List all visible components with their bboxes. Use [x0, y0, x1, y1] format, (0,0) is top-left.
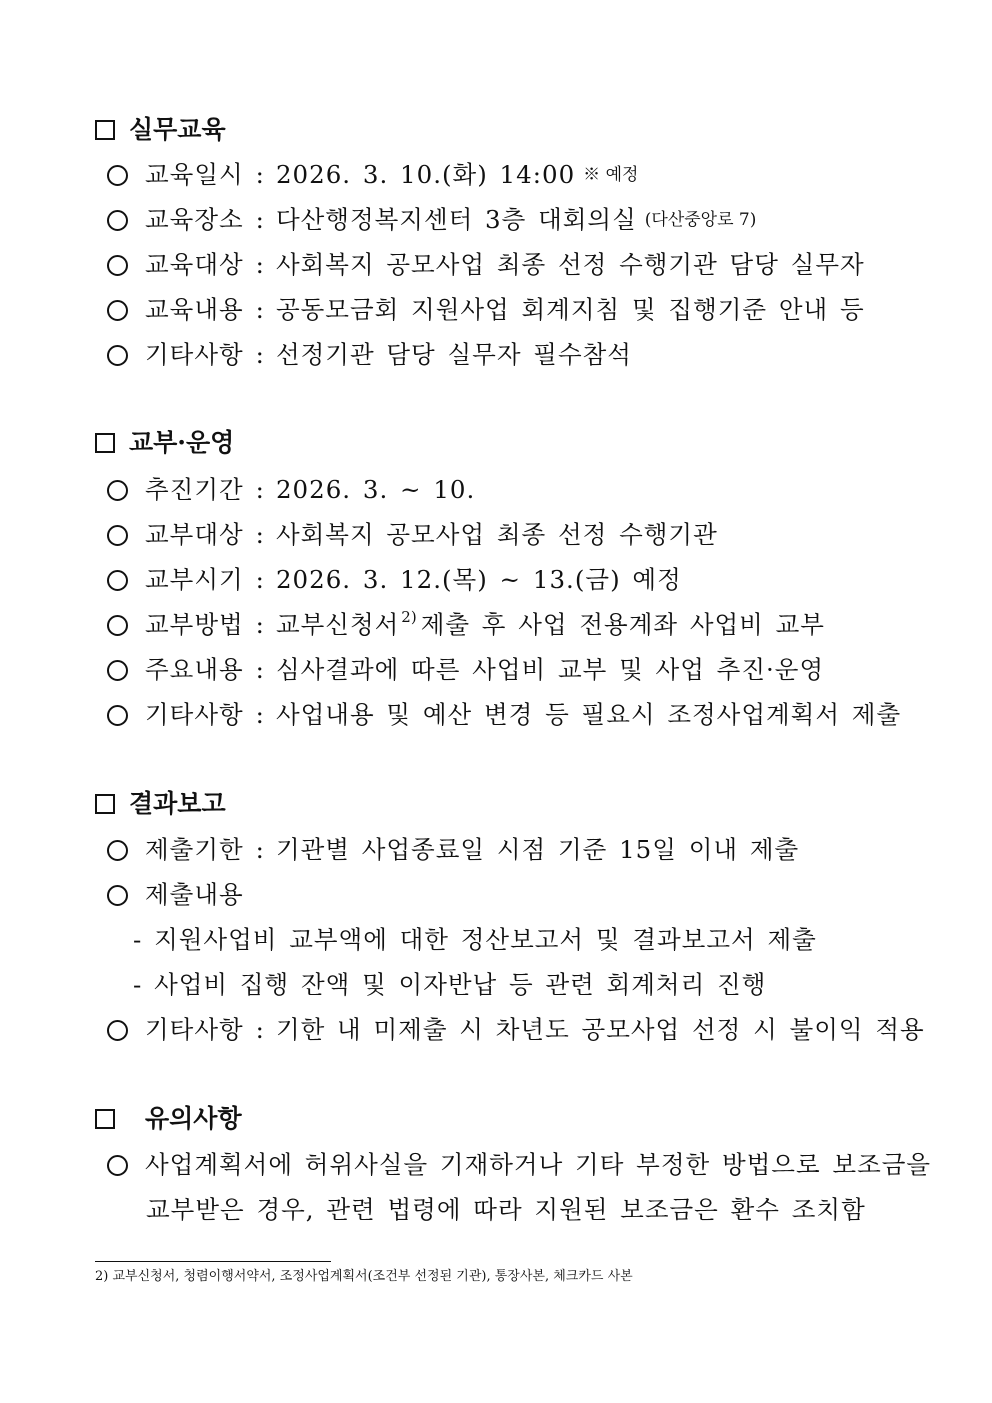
section-title-notes: 유의사항 — [95, 1104, 242, 1134]
square-bullet-icon — [95, 433, 115, 453]
item-label: 기타사항 — [145, 700, 244, 729]
item-label: 제출내용 — [145, 880, 244, 909]
item-value: 심사결과에 따른 사업비 교부 및 사업 추진·운영 — [275, 655, 825, 684]
circle-bullet-icon — [107, 345, 128, 366]
item-row — [95, 609, 825, 641]
square-bullet-icon — [95, 794, 115, 814]
item-value: 2026. 3. ~ 10. — [275, 475, 476, 504]
circle-bullet-icon — [107, 210, 128, 231]
item-value: 다산행정복지센터 3층 대회의실 — [275, 205, 637, 234]
section-title-result-report: 결과보고 — [95, 789, 226, 819]
item-value: 2026. 3. 12.(목) ~ 13.(금) 예정 — [275, 565, 682, 594]
circle-bullet-icon — [107, 840, 128, 861]
item-separator: : — [255, 655, 264, 684]
item-value: 기한 내 미제출 시 차년도 공모사업 선정 시 불이익 적용 — [275, 1015, 925, 1044]
item-label: 제출기한 — [145, 835, 244, 864]
circle-bullet-icon — [107, 255, 128, 276]
square-bullet-icon — [95, 120, 115, 140]
item-note: ※ 예정 — [583, 165, 639, 185]
item-value: 사회복지 공모사업 최종 선정 수행기관 담당 실무자 — [275, 250, 865, 279]
item-label: 교부방법 — [145, 610, 244, 639]
item-row — [95, 879, 244, 911]
item-row — [95, 204, 756, 236]
circle-bullet-icon — [107, 1020, 128, 1041]
item-continuation: 교부받은 경우, 관련 법령에 따라 지원된 보조금은 환수 조치함 — [146, 1195, 866, 1224]
circle-bullet-icon — [107, 705, 128, 726]
item-text: 사업계획서에 허위사실을 기재하거나 기타 부정한 방법으로 보조금을 — [145, 1150, 932, 1179]
item-separator: : — [255, 1015, 264, 1044]
section-title-grant-operation: 교부·운영 — [95, 428, 234, 458]
item-separator: : — [255, 295, 264, 324]
section-title-practical-training: 실무교육 — [95, 115, 226, 145]
circle-bullet-icon — [107, 615, 128, 636]
item-separator: : — [255, 700, 264, 729]
circle-bullet-icon — [107, 885, 128, 906]
circle-bullet-icon — [107, 480, 128, 501]
item-separator: : — [255, 250, 264, 279]
item-separator: : — [255, 835, 264, 864]
item-label: 기타사항 — [145, 340, 244, 369]
item-separator: : — [255, 160, 264, 189]
item-row — [95, 159, 638, 191]
item-row — [95, 699, 901, 731]
footnote-reference: 2) — [401, 608, 417, 626]
item-value: 제출 후 사업 전용계좌 사업비 교부 — [420, 610, 825, 639]
item-row — [95, 834, 799, 866]
item-label: 교육장소 — [145, 205, 244, 234]
item-note: (다산중앙로 7) — [644, 210, 757, 230]
item-row — [95, 1149, 931, 1181]
circle-bullet-icon — [107, 570, 128, 591]
item-value: 2026. 3. 10.(화) 14:00 — [275, 160, 576, 189]
circle-bullet-icon — [107, 165, 128, 186]
item-separator: : — [255, 610, 264, 639]
item-row — [95, 249, 865, 281]
item-label: 교부시기 — [145, 565, 244, 594]
item-row — [95, 654, 824, 686]
sub-item-row: - 지원사업비 교부액에 대한 정산보고서 및 결과보고서 제출 — [133, 925, 817, 954]
item-separator: : — [255, 205, 264, 234]
item-row — [95, 1014, 925, 1046]
item-row — [95, 564, 682, 596]
sub-item-row: - 사업비 집행 잔액 및 이자반납 등 관련 회계처리 진행 — [133, 970, 767, 999]
circle-bullet-icon — [107, 660, 128, 681]
item-separator: : — [255, 565, 264, 594]
circle-bullet-icon — [107, 1155, 128, 1176]
item-label: 교육내용 — [145, 295, 244, 324]
footnote-divider — [95, 1261, 331, 1262]
circle-bullet-icon — [107, 300, 128, 321]
item-row — [95, 474, 475, 506]
item-value: 기관별 사업종료일 시점 기준 15일 이내 제출 — [275, 835, 800, 864]
square-bullet-icon — [95, 1109, 115, 1129]
item-value: 공동모금회 지원사업 회계지침 및 집행기준 안내 등 — [275, 295, 865, 324]
circle-bullet-icon — [107, 525, 128, 546]
item-value: 사업내용 및 예산 변경 등 필요시 조정사업계획서 제출 — [275, 700, 902, 729]
item-label: 교육대상 — [145, 250, 244, 279]
item-label: 교부대상 — [145, 520, 244, 549]
item-value: 사회복지 공모사업 최종 선정 수행기관 — [275, 520, 718, 549]
footnote: 2) 교부신청서, 청렴이행서약서, 조정사업계획서(조건부 선정된 기관), 통장사본, 체크카드 사본 — [95, 1269, 633, 1284]
item-value: 교부신청서 — [275, 610, 400, 639]
item-row — [95, 339, 632, 371]
item-separator: : — [255, 520, 264, 549]
item-row — [95, 294, 865, 326]
item-label: 교육일시 — [145, 160, 244, 189]
item-label: 기타사항 — [145, 1015, 244, 1044]
item-label: 추진기간 — [145, 475, 244, 504]
item-separator: : — [255, 475, 264, 504]
item-label: 주요내용 — [145, 655, 244, 684]
item-separator: : — [255, 340, 264, 369]
item-value: 선정기관 담당 실무자 필수참석 — [275, 340, 632, 369]
item-row — [95, 519, 718, 551]
